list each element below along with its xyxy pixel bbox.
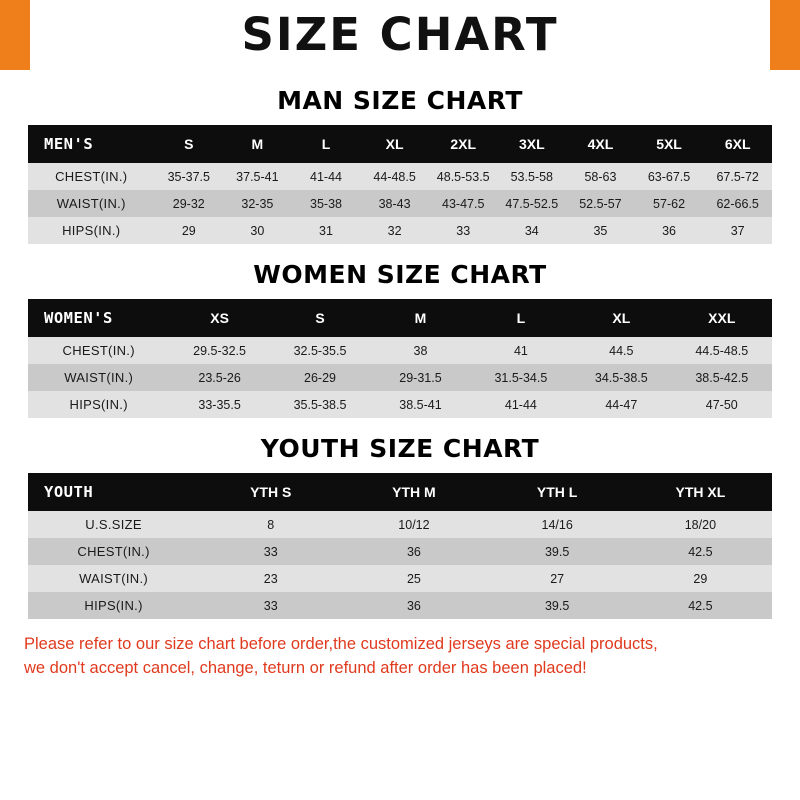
youth-cell-2-3: 29 <box>629 565 772 592</box>
table-header-row <box>28 473 772 511</box>
table-header-row <box>28 125 772 163</box>
women-cell-2-1: 35.5-38.5 <box>270 391 370 418</box>
youth-corner-label: YOUTH <box>28 473 199 511</box>
page-title: SIZE CHART <box>0 0 800 70</box>
women-cell-1-3: 31.5-34.5 <box>471 364 571 391</box>
women-corner-label: WOMEN'S <box>28 299 169 337</box>
women-cell-0-5: 44.5-48.5 <box>672 337 772 364</box>
men-cell-0-0: 35-37.5 <box>154 163 223 190</box>
women-cell-2-3: 41-44 <box>471 391 571 418</box>
women-col-4: XL <box>571 299 671 337</box>
youth-row-3-label: HIPS(IN.) <box>28 592 199 619</box>
men-cell-2-6: 35 <box>566 217 635 244</box>
table-row <box>28 190 772 217</box>
men-cell-2-8: 37 <box>703 217 772 244</box>
women-cell-1-4: 34.5-38.5 <box>571 364 671 391</box>
women-cell-2-2: 38.5-41 <box>370 391 470 418</box>
youth-cell-1-0: 33 <box>199 538 342 565</box>
men-cell-1-5: 47.5-52.5 <box>498 190 567 217</box>
women-cell-2-4: 44-47 <box>571 391 671 418</box>
men-col-6: 4XL <box>566 125 635 163</box>
women-cell-0-1: 32.5-35.5 <box>270 337 370 364</box>
women-cell-1-2: 29-31.5 <box>370 364 470 391</box>
youth-cell-0-2: 14/16 <box>486 511 629 538</box>
youth-cell-1-3: 42.5 <box>629 538 772 565</box>
youth-cell-3-3: 42.5 <box>629 592 772 619</box>
women-row-1-label: WAIST(IN.) <box>28 364 169 391</box>
men-col-5: 3XL <box>498 125 567 163</box>
youth-col-0: YTH S <box>199 473 342 511</box>
women-section-title: WOMEN SIZE CHART <box>253 260 547 289</box>
men-cell-1-1: 32-35 <box>223 190 292 217</box>
men-cell-1-6: 52.5-57 <box>566 190 635 217</box>
youth-cell-0-0: 8 <box>199 511 342 538</box>
men-cell-0-2: 41-44 <box>292 163 361 190</box>
men-cell-1-0: 29-32 <box>154 190 223 217</box>
table-row <box>28 391 772 418</box>
men-cell-2-3: 32 <box>360 217 429 244</box>
men-corner-label: MEN'S <box>28 125 154 163</box>
men-row-1-label: WAIST(IN.) <box>28 190 154 217</box>
women-cell-1-5: 38.5-42.5 <box>672 364 772 391</box>
men-cell-1-7: 57-62 <box>635 190 704 217</box>
youth-cell-0-1: 10/12 <box>342 511 485 538</box>
notice-line-1: Please refer to our size chart before order,the customized jerseys are special products, <box>24 635 658 653</box>
women-cell-1-0: 23.5-26 <box>169 364 269 391</box>
men-cell-2-1: 30 <box>223 217 292 244</box>
men-cell-0-4: 48.5-53.5 <box>429 163 498 190</box>
men-cell-2-5: 34 <box>498 217 567 244</box>
youth-col-2: YTH L <box>486 473 629 511</box>
women-cell-0-3: 41 <box>471 337 571 364</box>
women-col-0: XS <box>169 299 269 337</box>
youth-cell-2-1: 25 <box>342 565 485 592</box>
women-col-2: M <box>370 299 470 337</box>
women-cell-0-4: 44.5 <box>571 337 671 364</box>
table-row <box>28 538 772 565</box>
youth-cell-3-2: 39.5 <box>486 592 629 619</box>
youth-size-table <box>28 473 772 619</box>
women-col-1: S <box>270 299 370 337</box>
youth-cell-1-2: 39.5 <box>486 538 629 565</box>
men-col-8: 6XL <box>703 125 772 163</box>
table-row <box>28 364 772 391</box>
youth-cell-2-0: 23 <box>199 565 342 592</box>
women-col-3: L <box>471 299 571 337</box>
women-cell-2-0: 33-35.5 <box>169 391 269 418</box>
youth-cell-2-2: 27 <box>486 565 629 592</box>
women-row-0-label: CHEST(IN.) <box>28 337 169 364</box>
youth-cell-0-3: 18/20 <box>629 511 772 538</box>
men-cell-0-5: 53.5-58 <box>498 163 567 190</box>
youth-col-3: YTH XL <box>629 473 772 511</box>
banner-left-accent <box>0 0 30 70</box>
men-col-4: 2XL <box>429 125 498 163</box>
table-row <box>28 163 772 190</box>
men-cell-2-7: 36 <box>635 217 704 244</box>
men-cell-0-3: 44-48.5 <box>360 163 429 190</box>
men-cell-0-1: 37.5-41 <box>223 163 292 190</box>
men-cell-2-4: 33 <box>429 217 498 244</box>
table-row <box>28 337 772 364</box>
table-header-row <box>28 299 772 337</box>
men-col-7: 5XL <box>635 125 704 163</box>
men-cell-1-4: 43-47.5 <box>429 190 498 217</box>
youth-cell-3-1: 36 <box>342 592 485 619</box>
banner-right-accent <box>770 0 800 70</box>
women-cell-2-5: 47-50 <box>672 391 772 418</box>
notice-line-2: we don't accept cancel, change, teturn or refund after order has been placed! <box>24 658 587 677</box>
men-col-0: S <box>154 125 223 163</box>
men-size-table <box>28 125 772 244</box>
youth-cell-3-0: 33 <box>199 592 342 619</box>
table-row <box>28 565 772 592</box>
women-cell-1-1: 26-29 <box>270 364 370 391</box>
youth-cell-1-1: 36 <box>342 538 485 565</box>
table-row <box>28 592 772 619</box>
men-cell-2-2: 31 <box>292 217 361 244</box>
youth-col-1: YTH M <box>342 473 485 511</box>
men-cell-0-6: 58-63 <box>566 163 635 190</box>
men-cell-2-0: 29 <box>154 217 223 244</box>
men-row-2-label: HIPS(IN.) <box>28 217 154 244</box>
table-row <box>28 511 772 538</box>
women-col-5: XXL <box>672 299 772 337</box>
men-section-title: MAN SIZE CHART <box>277 86 523 115</box>
men-col-1: M <box>223 125 292 163</box>
men-col-2: L <box>292 125 361 163</box>
header-banner <box>0 0 800 70</box>
women-cell-0-2: 38 <box>370 337 470 364</box>
women-row-2-label: HIPS(IN.) <box>28 391 169 418</box>
women-size-table <box>28 299 772 418</box>
youth-row-2-label: WAIST(IN.) <box>28 565 199 592</box>
men-cell-1-8: 62-66.5 <box>703 190 772 217</box>
chart-content <box>0 86 800 619</box>
women-cell-0-0: 29.5-32.5 <box>169 337 269 364</box>
men-row-0-label: CHEST(IN.) <box>28 163 154 190</box>
table-row <box>28 217 772 244</box>
men-col-3: XL <box>360 125 429 163</box>
men-cell-1-3: 38-43 <box>360 190 429 217</box>
men-cell-1-2: 35-38 <box>292 190 361 217</box>
youth-row-1-label: CHEST(IN.) <box>28 538 199 565</box>
men-cell-0-8: 67.5-72 <box>703 163 772 190</box>
men-cell-0-7: 63-67.5 <box>635 163 704 190</box>
youth-section-title: YOUTH SIZE CHART <box>260 434 540 463</box>
youth-row-0-label: U.S.SIZE <box>28 511 199 538</box>
order-notice <box>0 619 800 681</box>
